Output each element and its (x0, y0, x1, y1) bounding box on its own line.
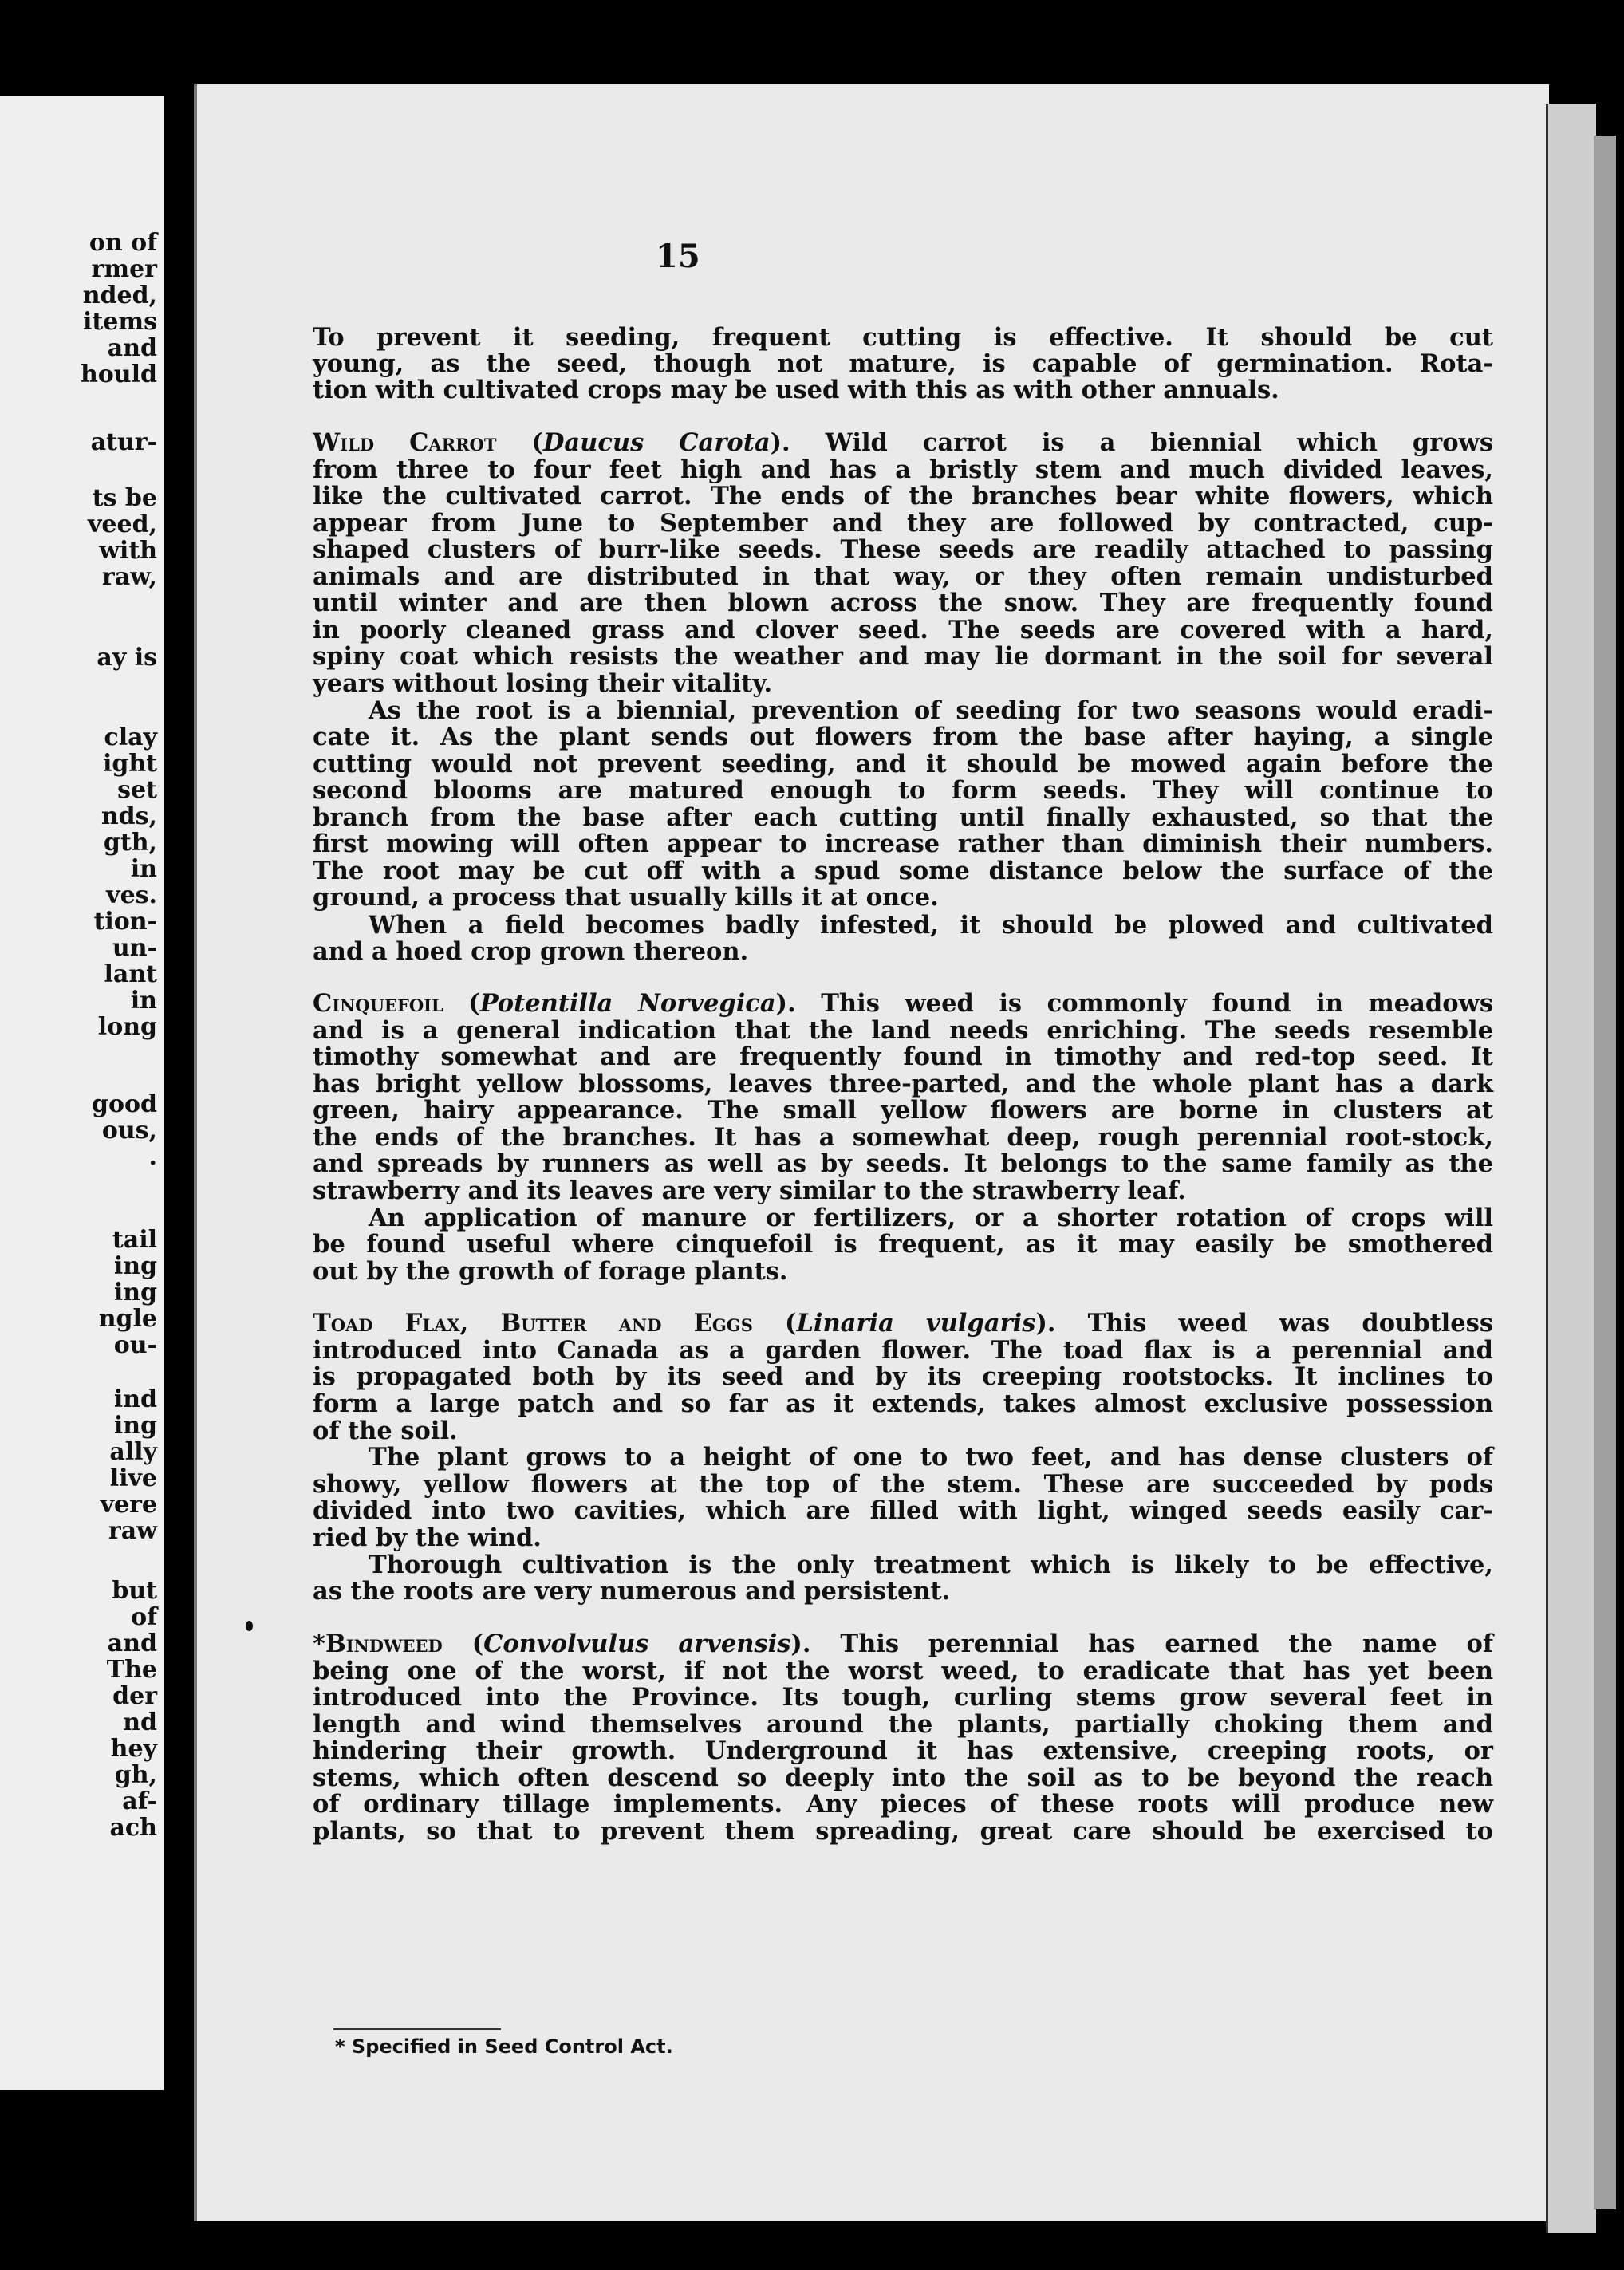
text-run: When a field becomes badly infested, it should be plowed and cultivated (369, 911, 1493, 940)
left-page-fragment: ngle (98, 1305, 157, 1333)
left-page-fragment: good (92, 1090, 157, 1118)
text-run: The plant grows to a height of one to two feet, and has dense clusters of (369, 1443, 1493, 1472)
text-run: second blooms are matured enough to form seeds. They will continue to (313, 776, 1493, 805)
left-page-fragment: veed, (87, 510, 157, 538)
left-page-fragment: ay is (97, 644, 157, 672)
text-line (313, 752, 1493, 777)
footnote: * Specified in Seed Control Act. (335, 2036, 673, 2058)
text-run: introduced into the Province. Its tough, curling stems grow several feet in (313, 1683, 1493, 1712)
text-line (313, 1232, 1493, 1257)
text-line (313, 1259, 1493, 1284)
species-name: Convolvulus arvensis (483, 1630, 791, 1658)
text-run: ). Wild carrot is a biennial which grows (770, 428, 1493, 457)
text-line (313, 937, 1493, 966)
text-line (313, 859, 1493, 884)
text-run: branch from the base after each cutting until finally exhausted, so that the (313, 803, 1493, 832)
text-run: Thorough cultivation is the only treatment which is likely to be effective, (369, 1551, 1493, 1579)
text-run: ( (442, 1630, 484, 1658)
text-run: The root may be cut off with a spud some distance below the surface of the (313, 857, 1493, 885)
weed-name: Wild Carrot (313, 428, 497, 457)
left-page-fragment: but (112, 1577, 157, 1605)
text-line (313, 1685, 1493, 1710)
left-page-fragment: lant (104, 960, 157, 988)
text-run: * (313, 1630, 325, 1658)
text-run: form a large patch and so far as it extends, takes almost exclusive possession (313, 1389, 1493, 1418)
text-line (313, 1016, 1493, 1045)
text-run: divided into two cavities, which are filled with light, winged seeds easily car- (313, 1496, 1493, 1525)
text-run: To prevent it seeding, frequent cutting is effective. It should be cut (313, 323, 1493, 352)
text-line (313, 1472, 1493, 1497)
bullet-mark (246, 1621, 253, 1631)
text-run: first mowing will often appear to increase rather than diminish their numbers. (313, 830, 1493, 858)
left-page-fragment: un- (112, 934, 157, 962)
left-page-fragment: and (107, 1630, 157, 1657)
text-run: of ordinary tillage implements. Any pieces of these roots will produce new (313, 1790, 1493, 1819)
left-page-fragment: items (83, 308, 157, 336)
text-line (313, 1579, 1493, 1604)
text-run: ( (496, 428, 543, 457)
text-run: be found useful where cinquefoil is frequent, as it may easily be smothered (313, 1230, 1493, 1259)
text-line (313, 1819, 1493, 1844)
left-page-fragment: ing (113, 1252, 157, 1280)
text-line (313, 325, 1493, 350)
text-line (313, 991, 1493, 1016)
left-page-fragment: nd (123, 1708, 157, 1736)
text-line (313, 669, 1493, 698)
text-run: until winter and are then blown across the snow. They are frequently found (313, 589, 1493, 617)
text-line (313, 1496, 1493, 1525)
text-run: ground, a process that usually kills it at once. (313, 883, 939, 912)
left-page-fragment: with (99, 537, 157, 565)
text-line (313, 484, 1493, 509)
text-run: appear from June to September and they are followed by contracted, cup- (313, 509, 1493, 538)
left-page-fragment: ight (102, 750, 157, 778)
page-edge (1546, 104, 1596, 2233)
text-run: As the root is a biennial, prevention of seeding for two seasons would eradi- (369, 696, 1493, 725)
text-line (313, 832, 1493, 857)
left-page-fragment: on of (89, 229, 157, 257)
left-page-fragment: ous, (101, 1117, 157, 1145)
text-line (313, 535, 1493, 564)
left-facing-page (0, 96, 164, 2090)
left-page-fragment: ind (113, 1385, 157, 1413)
text-line (313, 1523, 1493, 1552)
text-run: showy, yellow flowers at the top of the stem. These are succeeded by pods (313, 1470, 1493, 1499)
left-page-fragment: The (106, 1656, 157, 1684)
text-line (313, 1072, 1493, 1097)
left-page-fragment: live (109, 1464, 157, 1492)
text-line (313, 1766, 1493, 1791)
text-line (313, 1712, 1493, 1737)
text-line (313, 1149, 1493, 1178)
text-run: out by the growth of forage plants. (313, 1257, 788, 1286)
left-page-fragment: in (130, 855, 157, 883)
left-page-fragment: of (131, 1603, 157, 1631)
text-line (313, 1736, 1493, 1765)
text-line (313, 644, 1493, 669)
text-line (313, 428, 1493, 457)
text-line (313, 1311, 1493, 1336)
text-line (313, 1419, 1493, 1444)
left-page-fragment: tail (112, 1226, 157, 1254)
text-line (313, 1125, 1493, 1150)
text-run: and a hoed crop grown thereon. (313, 937, 749, 966)
text-run: young, as the seed, though not mature, is capable of germination. Rota- (313, 349, 1493, 378)
text-line (313, 618, 1493, 643)
left-page-fragment: ally (109, 1438, 157, 1466)
left-page-fragment: nded, (82, 282, 157, 309)
left-page-fragment: long (97, 1013, 157, 1041)
text-run: ( (752, 1309, 797, 1338)
text-line (313, 725, 1493, 750)
text-run: animals and are distributed in that way, or they often remain undisturbed (313, 562, 1493, 591)
text-run: shaped clusters of burr-like seeds. These seeds are readily attached to passing (313, 535, 1493, 564)
text-run: ). This weed is commonly found in meadows (775, 989, 1493, 1018)
text-line (313, 1338, 1493, 1363)
text-run: strawberry and its leaves are very similar to the strawberry leaf. (313, 1176, 1186, 1205)
page-number: 15 (656, 238, 700, 275)
text-run: length and wind themselves around the plants, partially choking them and (313, 1710, 1493, 1739)
text-line (313, 349, 1493, 378)
text-run: An application of manure or fertilizers, or a shorter rotation of crops will (369, 1204, 1493, 1232)
left-page-fragment: atur- (90, 428, 157, 456)
text-run: plants, so that to prevent them spreading, great care should be exercised to (313, 1817, 1493, 1846)
left-page-fragment: hey (110, 1735, 157, 1763)
text-line (313, 1362, 1493, 1391)
left-page-fragment: raw, (101, 563, 157, 591)
text-run: stems, which often descend so deeply into the soil as to be beyond the reach (313, 1764, 1493, 1792)
text-line (313, 885, 1493, 910)
weed-name: Bindweed (325, 1630, 443, 1658)
text-line (313, 1176, 1493, 1205)
left-page-fragment: ach (109, 1814, 157, 1842)
left-page-fragment: ves. (106, 881, 157, 909)
text-run: ). This perennial has earned the name of (790, 1630, 1493, 1658)
left-page-fragment: rmer (91, 255, 157, 283)
text-line (369, 696, 1493, 725)
text-line (369, 1445, 1493, 1470)
text-line (313, 1042, 1493, 1071)
text-run: ). This weed was doubtless (1035, 1309, 1493, 1338)
text-run: has bright yellow blossoms, leaves three-parted, and the whole plant has a dark (313, 1070, 1493, 1098)
left-page-fragment: in (130, 987, 157, 1015)
left-page-fragment: set (117, 776, 157, 804)
text-run: years without losing their vitality. (313, 669, 773, 698)
text-run: the ends of the branches. It has a somewhat deep, rough perennial root-stock, (313, 1123, 1493, 1152)
text-run: is propagated both by its seed and by its creeping rootstocks. It inclines to (313, 1362, 1493, 1391)
text-run: spiny coat which resists the weather and may lie dormant in the soil for several (313, 642, 1493, 671)
text-run: like the cultivated carrot. The ends of the branches bear white flowers, which (313, 482, 1493, 510)
left-page-fragment: clay (104, 723, 157, 751)
text-run: introduced into Canada as a garden flower. The toad flax is a perennial and (313, 1336, 1493, 1365)
text-run: of the soil. (313, 1417, 458, 1445)
footnote-rule (333, 2028, 501, 2030)
species-name: Potentilla Norvegica (479, 989, 776, 1018)
text-line (313, 378, 1493, 403)
text-line (313, 778, 1493, 803)
left-page-fragment: tion- (93, 908, 157, 936)
text-line (313, 562, 1493, 591)
species-name: Daucus Carota (542, 428, 771, 457)
left-page-fragment: ing (113, 1412, 157, 1440)
weed-name: Toad Flax, Butter and Eggs (313, 1309, 753, 1338)
text-run: cutting would not prevent seeding, and it should be mowed again before the (313, 750, 1493, 778)
text-run: tion with cultivated crops may be used with this as with other annuals. (313, 376, 1279, 404)
text-line (313, 1098, 1493, 1123)
left-page-fragment: vere (100, 1491, 157, 1519)
text-run: as the roots are very numerous and persistent. (313, 1577, 951, 1606)
text-line (313, 1659, 1493, 1684)
species-name: Linaria vulgaris (796, 1309, 1036, 1338)
text-run: green, hairy appearance. The small yellow flowers are borne in clusters at (313, 1096, 1493, 1125)
text-run: timothy somewhat and are frequently found in timothy and red-top seed. It (313, 1042, 1493, 1071)
left-page-fragment: ing (113, 1279, 157, 1306)
text-run: hindering their growth. Underground it has extensive, creeping roots, or (313, 1736, 1493, 1765)
page-edge-shadow (1594, 136, 1616, 2209)
left-page-fragment: gh, (114, 1761, 157, 1789)
text-line (313, 1792, 1493, 1817)
text-run: in poorly cleaned grass and clover seed. The seeds are covered with a hard, (313, 616, 1493, 644)
left-page-fragment: ts be (92, 484, 157, 512)
text-line (313, 511, 1493, 536)
text-run: ried by the wind. (313, 1523, 542, 1552)
text-line (369, 913, 1493, 938)
text-line (313, 1632, 1493, 1657)
text-run: being one of the worst, if not the worst weed, to eradicate that has yet been (313, 1657, 1493, 1685)
left-page-fragment: raw (108, 1517, 157, 1545)
text-run: ( (443, 989, 480, 1018)
left-page-fragment: ou- (113, 1331, 157, 1359)
left-page-fragment: der (112, 1682, 157, 1710)
text-line (369, 1553, 1493, 1578)
text-line (313, 455, 1493, 484)
left-page-fragment: and (107, 334, 157, 362)
left-page-fragment: gth, (103, 829, 157, 857)
text-line (313, 1389, 1493, 1418)
text-run: from three to four feet high and has a bristly stem and much divided leaves, (313, 455, 1493, 484)
left-page-fragment: hould (80, 361, 157, 388)
gutter (164, 0, 194, 2270)
text-run: cate it. As the plant sends out flowers from the base after haying, a single (313, 723, 1493, 751)
text-run: and spreads by runners as well as by seeds. It belongs to the same family as the (313, 1149, 1493, 1178)
text-run: and is a general indication that the land needs enriching. The seeds resemble (313, 1016, 1493, 1045)
left-page-fragment: af- (122, 1787, 157, 1815)
weed-name: Cinquefoil (313, 989, 443, 1018)
text-line (313, 803, 1493, 832)
text-line (369, 1206, 1493, 1231)
left-page-fragment: . (148, 1143, 157, 1171)
text-line (313, 591, 1493, 616)
left-page-fragment: nds, (101, 802, 157, 830)
